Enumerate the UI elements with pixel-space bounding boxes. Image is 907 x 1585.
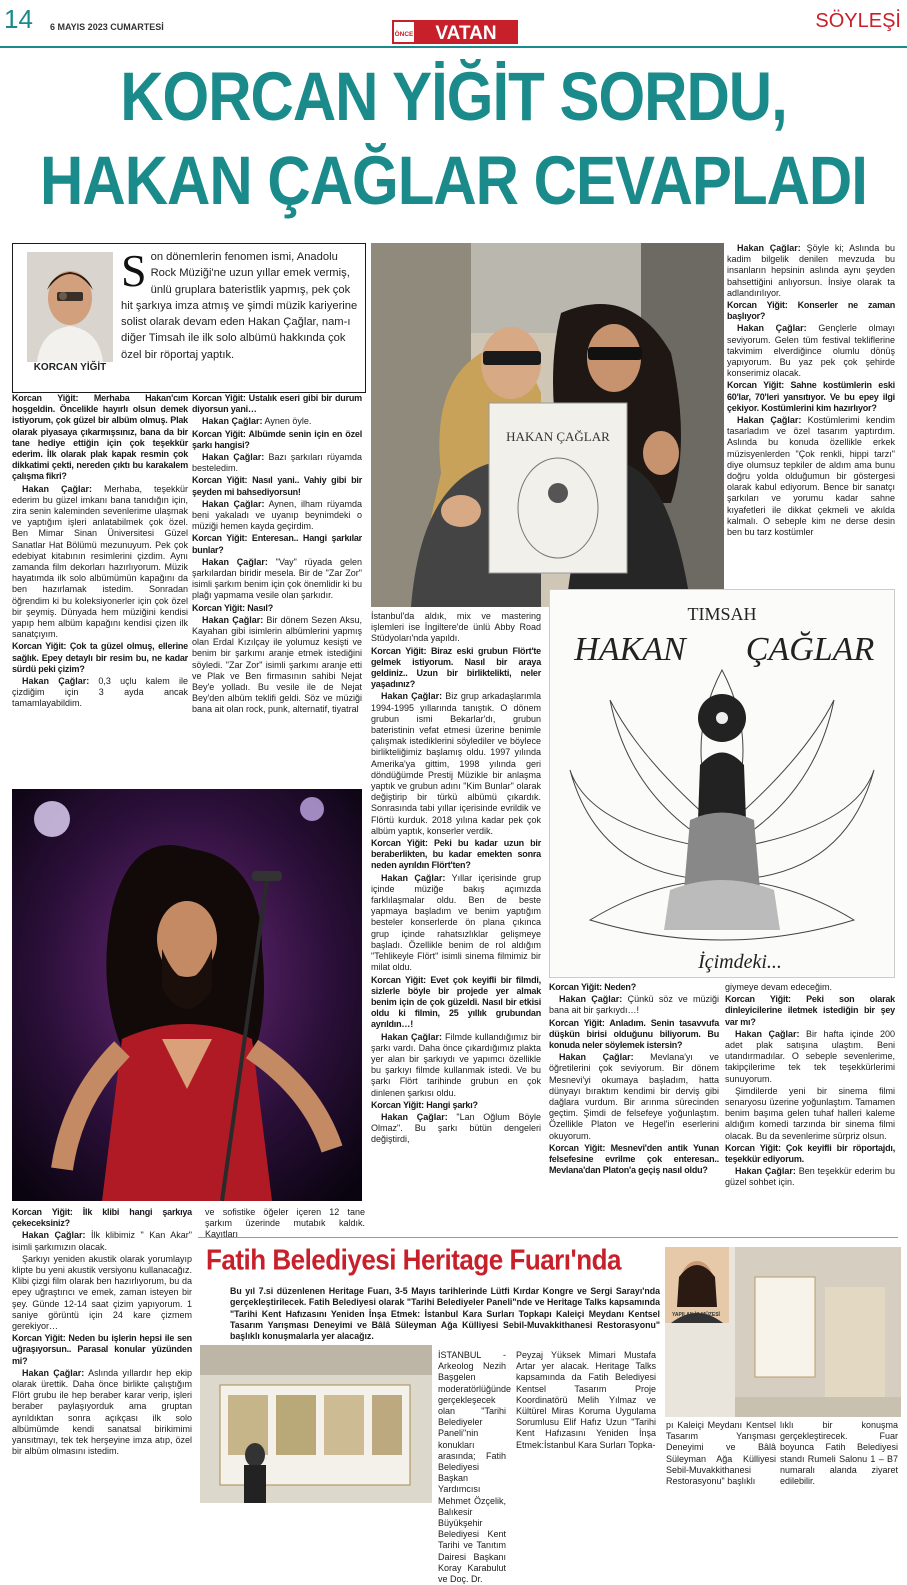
col4b-question-1: Korcan Yiğit: Peki son olarak dinleyicilerine iletmek istediğin bir şey var mı? — [725, 994, 895, 1027]
column-3-bottom — [549, 982, 719, 1207]
heritage-column-1: İSTANBUL - Arkeolog Nezih Başgelen moderatörlüğünde gerçekleşecek olan "Tarihi Belediyeler Paneli"nin konukları arasında; Fatih Belediyesi Başkan Yardımcısı Mehmet Özçelik, Balıkesir Büyükşehir Belediyesi Kent Tarihi ve Tanıtım Dairesi Başkanı Koray Karabulut ve Doç. Dr. — [438, 1350, 512, 1585]
album-top-text: TIMSAH — [687, 604, 757, 624]
col4b-answer-3: Hakan Çağlar: Ben teşekkür ederim bu güzel sohbet için. — [725, 1166, 895, 1188]
col1-question-1: Korcan Yiğit: Merhaba Hakan'cım hoşgeldin. Öncelikle hayırlı olsun demek istiyorum, çok güzel bir albüm olmuş. Plak olarak piyasaya çıkarmışsınız, bana da bir tane hediye ettiğin için çok teşekkür ederim. İlk olarak plak kapak resmin çok dikkatimi çekti, nereden çıktı bu karakalem çalışma fikri? — [12, 393, 188, 482]
col2-answer-2: Hakan Çağlar: Bazı şarkıları rüyamda besteledim. — [192, 452, 362, 474]
intro-box — [12, 243, 366, 393]
duo-photo-with-vinyl — [371, 243, 724, 607]
col4-question-2: Korcan Yiğit: Sahne kostümlerin eski 60'lar, 70'leri yansıtıyor. Ve bu epey ilgi çekiyor. Kostümlerini kim hazırlıyor? — [727, 380, 895, 413]
intro-text — [121, 245, 359, 363]
col2-answer-4: Hakan Çağlar: "Vay" rüyada gelen şarkılardan biridir mesela. Bir de "Zar Zor" isimli şarkım benim için çok önemlidir ki bu plağı yapmama vesile olan şarkıdır. — [192, 556, 362, 601]
col1-answer-2: Hakan Çağlar: 0,3 uçlu kalem ile çizdiğim için 3 ayda ancak tamamlayabildim. — [12, 676, 188, 709]
col3b-question-1: Korcan Yiğit: Neden? — [549, 982, 637, 992]
page-number: 14 — [4, 4, 33, 34]
col4b-answer-2: Şimdilerde yeni bir sinema filmi senaryosu üzerine yoğunlaştım. Tamamen benim başıma gelen tuhaf halleri kaleme aldığım komedi tarzında bir sinema filmi olacak. Bu da sevenlerime sürpriz olsun. — [725, 1085, 895, 1141]
heritage-photo-caption: YAPILAN İŞ MÜZESİ — [672, 1312, 720, 1318]
col2-question-3: Korcan Yiğit: Nasıl yani.. Vahiy gibi bir şeyden mi bahsediyorsun! — [192, 475, 362, 497]
vatan-logo[interactable] — [392, 20, 518, 44]
col2-answer-5: Hakan Çağlar: Bir dönem Sezen Aksu, Kayahan gibi isimlerin albümlerini yapmış olan Erdal Kızılçay ile yolumuz kesişti ve benim bir şarkımı aranje etmek istediğini söyledi. "Zar Zor" isimli şarkımı aranje etti ve Plak ve Ben firmasının sahibi Nejat Bey'e yolladı. Bu vesile ile de Nejat Bey'den albüm teklifi geldi. Söz ve müziği bana ait olan rock, punk, alternatif, tiyatral — [192, 614, 362, 715]
album-cover-artwork — [549, 589, 895, 978]
column-4-top — [727, 243, 895, 586]
col2-answer-3: Hakan Çağlar: Aynen, ilham rüyamda beni yakaladı ve uyanıp beynimdeki o müziği hemen kayda geçirdim. — [192, 498, 362, 532]
col2-question-1: Korcan Yiğit: Ustalık eseri gibi bir durum diyorsun yani… — [192, 393, 362, 415]
col2-question-5: Korcan Yiğit: Nasıl? — [192, 602, 274, 613]
intro-body: on dönemlerin fenomen ismi, Anadolu Rock Müziği'ne uzun yıllar emek vermiş, ünlü gruplara bateristlik yapmış, pek çok hit şarkıya imza atmış ve şimdi müzik kariyerine solist olarak devam eden Hakan Çağlar, nam-ı diğer Timsah ile ilk solo albümü hakkında çok özel bir röportaj yaptık. — [121, 251, 358, 361]
col3-question-2: Korcan Yiğit: Peki bu kadar uzun bir beraberlikten, bu kadar emekten sonra neden ayrıldın Flört'ten? — [371, 838, 541, 871]
headline-line-1: KORCAN YİĞİT SORDU, — [120, 57, 787, 136]
svg-text:HAKAN ÇAĞLAR: HAKAN ÇAĞLAR — [506, 429, 610, 444]
col3-answer-2: Hakan Çağlar: Yıllar içerisinde grup içinde müziğe bakış açımızda farklılaşmalar oldu. Ben de beste yapmaya başladım ve benim yaptığım besteler konserlerde ön plana çıkınca grup içinde rahatsızlıklar gelişmeye başladı. Özellikle benim de rol aldığım "Tehlikeyle Flört" isimli sinema filmimiz bir milat oldu. — [371, 872, 541, 973]
col4b-answer-1: Hakan Çağlar: Bir hafta içinde 200 adet plak satışına ulaştım. Beni utandırmadılar. O sebeple sevenlerime, takipçilerime tek tek teşekkürlerimi sunuyorum. — [725, 1028, 895, 1084]
exhibition-photo — [200, 1345, 432, 1503]
column-1-bottom — [12, 1207, 192, 1503]
col3b-answer-1: Hakan Çağlar: Çünkü söz ve müziği bana ait bir şarkıydı…! — [549, 994, 719, 1016]
column-1 — [12, 393, 188, 783]
col1-question-2: Korcan Yiğit: Çok ta güzel olmuş, ellerine sağlık. Epey detaylı bir resim bu, ne kadar sürdü peki çizim? — [12, 641, 188, 674]
column-2 — [192, 393, 362, 783]
col2b-continuation: ve sofistike öğeler içeren 12 tane şarkım üzerinde mutabık kaldık. Kayıtları — [205, 1207, 365, 1240]
section-title: SÖYLEŞİ — [815, 10, 901, 32]
headline-line-2: HAKAN ÇAĞLAR CEVAPLADI — [40, 141, 867, 220]
col3-answer-3: Hakan Çağlar: Filmde kullandığımız bir şarkı vardı. Daha önce çıkardığımız plakta yer alan bir şarkıydı ve yapımcı özellikle bu şarkıyı filmde kullanmak istedi. Ve bu şarkı Flört tarihinde grubun en çok dinlenen şarkısı oldu. — [371, 1031, 541, 1098]
col3b-question-3: Korcan Yiğit: Mesnevi'den antik Yunan felsefesine evrilme çok enteresan.. Mevlana'dan Platon'a geçiş nasıl oldu? — [549, 1142, 719, 1176]
stage-performance-photo — [12, 789, 362, 1201]
col4b-question-2: Korcan Yiğit: Çok keyifli bir röportajdı, teşekkür ediyorum. — [725, 1142, 895, 1165]
intro-dropcap: S — [121, 245, 147, 296]
logo-badge: ÖNCE — [394, 31, 414, 38]
official-portrait-and-hall — [665, 1247, 901, 1417]
heritage-column-3: pı Kaleiçi Meydanı Kentsel Tasarım Yarışması Deneyimi ve Bâlâ Süleyman Ağa Külliyesi Sebil-Muvakkithanesi Restorasyonu" başlıklı — [666, 1420, 776, 1487]
album-bottom-text: İçimdeki... — [698, 951, 782, 973]
col3-answer-4: Hakan Çağlar: "Lan Oğlum Böyle Olmaz". Bu şarkı bütün dengeleri değiştirdi, — [371, 1111, 542, 1145]
header-rule — [0, 46, 907, 48]
col3-question-4: Korcan Yiğit: Hangi şarkı? — [371, 1099, 478, 1110]
heritage-lead: Bu yıl 7.si düzenlenen Heritage Fuarı, 3-5 Mayıs tarihlerinde Lütfi Kırdar Kongre ve Sergi Sarayı'nda gerçekleştirilecek. Fatih Belediyesi olarak "Tarihi Belediyeler Paneli"nde ve Heritage Talks kapsamında "Tarihi Kent Hafızasını Yeniden İnşa Etmek: İstanbul Kara Surları Topkapı Kaleiçi Meydanı Kentsel Tasarım Yarışması Deneyimi ve Bâlâ Süleyman Ağa Külliyesi Sebil-Muvakkithanesi Restorasyonu" başlıklı konuşmalarla yer alacağız. — [230, 1286, 660, 1342]
col4b-continuation: giymeye devam edeceğim. — [725, 982, 833, 992]
heritage-column-4: lıklı bir konuşma gerçekleştirecek. Fuar boyunca Fatih Belediyesi standı Rumeli Salonu 1 – B7 numaralı alanda ziyaret edilebilir. — [780, 1420, 898, 1487]
col1b-answer-3: Hakan Çağlar: Aslında yıllardır hep ekip olarak ürettik. Daha önce birlikte çalıştığım Flört grubu ile hep beraber karar verip, işleri beraber paylaşıyorduk ama gruptan ayrıldıktan sonra açıkçası ilk solo albümümde kendi sanatsal birikimimi yansıtmayı, tek tek herşeyine imza atıp, özel bir albüm olmasını istedim. — [12, 1367, 192, 1457]
col1-answer-1: Hakan Çağlar: Merhaba, teşekkür ederim bu güzel imkanı bana tanıdığın için, zira senin kaleminden sevenlerime ulaşmak ve yaptığım işleri anlatabilmek çok özel. Ben Mimar Sinan Üniversitesi Güzel Sanatlar Hat Bölümü mezunuyum. Pek çok edebiyat kitabının resimlerini çizdim. Aynı zamanda film dekorları hazırlıyorum. Müzik hayatımda ilk solo albümümün kapağını da ben hazırlamak istedim. Sonradan öğrendim ki bu koleksiyonerler için çok özel bir şeymiş. Dünyada hem müziğini kendisi yapıp hem albüm kapağını kendisi çizen ilk sanatçıyım. — [12, 483, 188, 640]
col2-answer-1: Hakan Çağlar: Aynen öyle. — [202, 416, 312, 427]
col3-question-1: Korcan Yiğit: Biraz eski grubun Flört'te gelmek istiyorum. Nasıl bir araya geldiniz.. Uzun bir birliktelikti, neler yaşadınız? — [371, 645, 541, 690]
col4-answer-1: Hakan Çağlar: Şöyle ki; Aslında bu kadim bilgelik denilen mevzuda bu insanların hepsinin aslında aynı şeyden bahsettiğini anlıyorsun. İnsiye olarak ta adlandırılıyor. — [727, 243, 895, 298]
column-2-bottom — [205, 1207, 365, 1240]
col1b-question-2: Korcan Yiğit: Neden bu işlerin hepsi ile sen uğraşıyorsun.. Parasal konular yüzünden mi? — [12, 1333, 192, 1366]
col4-answer-3: Hakan Çağlar: Kostümlerimi kendim tasarladım ve özel tasarım yaptırdım. Aslında bu konuda özellikle erkek müzisyenlerden "Çok renkli, hippi tarzı" diye olumsuz tepkiler de aldım ama bunu doğru yolda olduğumun bir göstergesi olarak kabul ediyorum. Bence bir sanatçı şarkıları ve yorumu kadar sahne kıyafetleri ile dikkat çekmeli ve akılda kalmalı. O sebeple kim ne derse desin ben bu tarz kostümler — [727, 415, 895, 538]
col1b-answer-1: Hakan Çağlar: İlk klibimiz " Kan Akar" isimli şarkımızın olacak. — [12, 1230, 192, 1252]
col3-answer-1: Hakan Çağlar: Biz grup arkadaşlarımla 1994-1995 yıllarında tanıştık. O dönem grubun ismi Bekarlar'dı, grubun bateristinin vefat etmesi üzerine benimle çalışmak istediklerini söylediler ve böylece birlikteliğimiz başlamış oldu. 1997 yılında Amerika'ya gittim, 1998 yılında geri döndüğümde Prestij Müzikle bir anlaşma yaptık ve grubun adını "Kim Bunlar" olarak değiştirip bir türkü albümü çıkardık. Sonrasında tabi yıllar içerisinde evrildik ve Flörtü kurduk. 2018 yılına kadar pek çok albüm yaptık, konserler verdik. — [371, 691, 541, 836]
col3-question-3: Korcan Yiğit: Evet çok keyifli bir filmdi, sizlerle böyle bir projede yer almak benim için de çok güzeldi. Nasıl bir etkisi oldu ki filmin, 25 yıllık grubundan ayrıldın…! — [371, 974, 541, 1030]
col3b-question-2: Korcan Yiğit: Anladım. Senin tasavvufa düşkün birisi olduğunu biliyorum. Bu konuda neler söylemek istersin? — [549, 1017, 719, 1051]
heritage-column-2: Peyzaj Yüksek Mimari Mustafa Artar yer alacak. Heritage Talks kapsamında da Fatih Belediyesi Kentsel Tasarım Proje Koordinatörü Melih Yılmaz ve Kültürel Miras Koruma Uygulama Sorumlusu Elif Hafız Uzun "Tarihi Kent Hafızasını Yeniden İnşa Etmek:İstanbul Kara Surları Topka- — [516, 1350, 656, 1450]
column-3-top — [371, 611, 541, 1223]
col1b-question-1: Korcan Yiğit: İlk klibi hangi şarkıya çekeceksiniz? — [12, 1207, 192, 1229]
col4-question-1: Korcan Yiğit: Konserler ne zaman başlıyor? — [727, 300, 895, 322]
col3-continuation: İstanbul'da aldık, mix ve mastering işlemleri ise İngiltere'de ünlü Abby Road Stüdyoları'nda yapıldı. — [371, 611, 541, 644]
heritage-title: Fatih Belediyesi Heritage Fuarı'nda — [206, 1243, 621, 1276]
album-name-right: ÇAĞLAR — [745, 631, 875, 668]
col3b-answer-2: Hakan Çağlar: Mevlana'yı ve öğretilerini çok seviyorum. Bir dönem Mesnevi'yi okumaya başladım, hatta dünyayı bıraktım kendimi bir derviş gibi dağlara vurdum. Bir arınma sürecinden geçtim. Şimdi de felsefeye yoğunlaştım. Özellikle Platon ve Hegel'in eserlerini okuyorum. — [549, 1052, 719, 1141]
column-4-bottom — [725, 982, 895, 1207]
col2-question-2: Korcan Yiğit: Albümde senin için en özel şarkı hangisi? — [192, 428, 362, 450]
col2-question-4: Korcan Yiğit: Enteresan.. Hangi şarkılar bunlar? — [192, 533, 362, 555]
korcan-yigit-portrait — [27, 252, 113, 362]
col1b-answer-2: Şarkıyı yeniden akustik olarak yorumlayıp klipte bu yeni akustik versiyonu kullanacağız. Klibi çizgi film olarak ben hazırlıyorum, bu da epey uğraştırıcı ve emek, zaman isteyen bir şey. Günde 12-14 saat çizim yapıyorum. 1 saniye görüntü için 24 kare çizmem gerekiyor… — [12, 1253, 192, 1332]
logo-text: VATAN — [435, 23, 497, 44]
issue-date: 6 MAYIS 2023 CUMARTESİ — [50, 22, 164, 32]
portrait-caption: KORCAN YİĞİT — [33, 362, 107, 373]
album-name-left: HAKAN — [574, 631, 686, 668]
col4-answer-2: Hakan Çağlar: Gençlerle olmayı seviyorum. Gelen tüm festival tekliflerine takvimim elverdiğince olumlu dönüş yapıyorum. Bu yaz pek çok şehirde konserimiz olacak. — [727, 323, 895, 379]
